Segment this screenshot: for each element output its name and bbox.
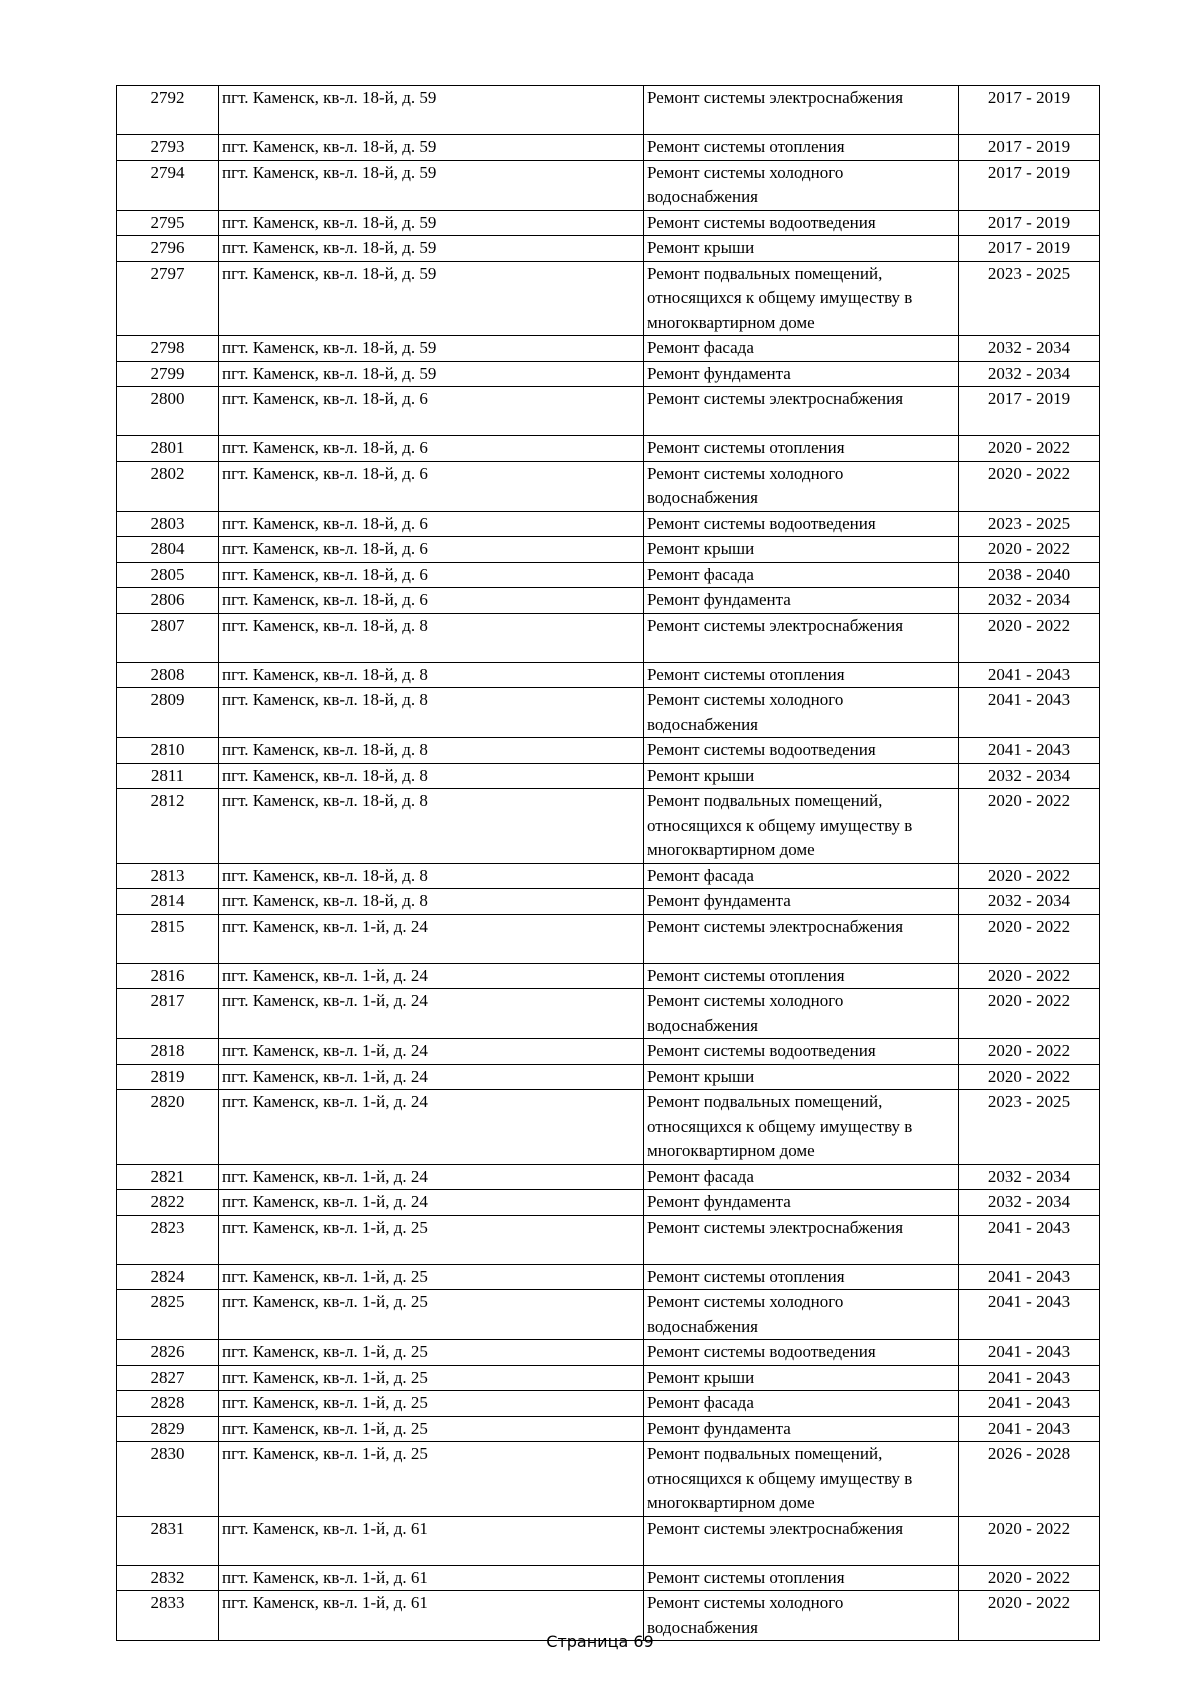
row-number: 2809 (117, 688, 219, 738)
row-work-type: Ремонт системы водоотведения (644, 1340, 959, 1366)
row-work-type: Ремонт системы холодного водоснабжения (644, 1591, 959, 1641)
row-number: 2820 (117, 1090, 219, 1165)
row-period: 2032 - 2034 (959, 889, 1100, 915)
row-address: пгт. Каменск, кв-л. 1-й, д. 25 (219, 1365, 644, 1391)
row-number: 2804 (117, 537, 219, 563)
table-row (117, 1190, 1100, 1216)
row-work-type: Ремонт системы отопления (644, 436, 959, 462)
row-address: пгт. Каменск, кв-л. 1-й, д. 24 (219, 989, 644, 1039)
row-number: 2816 (117, 963, 219, 989)
row-number: 2832 (117, 1565, 219, 1591)
row-period: 2023 - 2025 (959, 261, 1100, 336)
row-work-type: Ремонт фасада (644, 863, 959, 889)
row-work-type: Ремонт системы холодного водоснабжения (644, 160, 959, 210)
row-period: 2041 - 2043 (959, 1365, 1100, 1391)
row-period: 2020 - 2022 (959, 1064, 1100, 1090)
row-number: 2792 (117, 86, 219, 135)
table-row (117, 336, 1100, 362)
row-work-type: Ремонт фундамента (644, 588, 959, 614)
row-work-type: Ремонт фасада (644, 336, 959, 362)
table-row (117, 1064, 1100, 1090)
table-row (117, 461, 1100, 511)
table-row (117, 160, 1100, 210)
row-address: пгт. Каменск, кв-л. 1-й, д. 24 (219, 1064, 644, 1090)
row-address: пгт. Каменск, кв-л. 1-й, д. 24 (219, 963, 644, 989)
row-period: 2020 - 2022 (959, 613, 1100, 662)
row-period: 2020 - 2022 (959, 436, 1100, 462)
row-address: пгт. Каменск, кв-л. 18-й, д. 6 (219, 537, 644, 563)
table-row (117, 1215, 1100, 1264)
row-number: 2814 (117, 889, 219, 915)
row-work-type: Ремонт системы электроснабжения (644, 86, 959, 135)
row-period: 2032 - 2034 (959, 763, 1100, 789)
row-period: 2041 - 2043 (959, 688, 1100, 738)
table-row (117, 738, 1100, 764)
row-work-type: Ремонт крыши (644, 1365, 959, 1391)
row-address: пгт. Каменск, кв-л. 1-й, д. 24 (219, 1164, 644, 1190)
table-row (117, 914, 1100, 963)
row-number: 2833 (117, 1591, 219, 1641)
row-work-type: Ремонт крыши (644, 236, 959, 262)
row-address: пгт. Каменск, кв-л. 18-й, д. 59 (219, 236, 644, 262)
row-period: 2020 - 2022 (959, 1565, 1100, 1591)
row-address: пгт. Каменск, кв-л. 18-й, д. 8 (219, 763, 644, 789)
row-number: 2793 (117, 135, 219, 161)
row-work-type: Ремонт фундамента (644, 1190, 959, 1216)
row-number: 2799 (117, 361, 219, 387)
table-row (117, 210, 1100, 236)
row-address: пгт. Каменск, кв-л. 18-й, д. 59 (219, 361, 644, 387)
row-number: 2806 (117, 588, 219, 614)
row-work-type: Ремонт крыши (644, 1064, 959, 1090)
row-period: 2041 - 2043 (959, 1416, 1100, 1442)
table-row (117, 613, 1100, 662)
row-period: 2020 - 2022 (959, 1039, 1100, 1065)
row-work-type: Ремонт системы водоотведения (644, 1039, 959, 1065)
row-number: 2802 (117, 461, 219, 511)
row-address: пгт. Каменск, кв-л. 18-й, д. 8 (219, 789, 644, 864)
table-row (117, 688, 1100, 738)
row-number: 2805 (117, 562, 219, 588)
table-row (117, 1090, 1100, 1165)
row-work-type: Ремонт системы отопления (644, 1264, 959, 1290)
row-address: пгт. Каменск, кв-л. 1-й, д. 25 (219, 1340, 644, 1366)
row-address: пгт. Каменск, кв-л. 1-й, д. 25 (219, 1215, 644, 1264)
row-work-type: Ремонт крыши (644, 763, 959, 789)
row-work-type: Ремонт системы отопления (644, 963, 959, 989)
table-row (117, 989, 1100, 1039)
row-work-type: Ремонт системы электроснабжения (644, 914, 959, 963)
table-row (117, 789, 1100, 864)
row-address: пгт. Каменск, кв-л. 18-й, д. 59 (219, 86, 644, 135)
row-number: 2798 (117, 336, 219, 362)
row-number: 2796 (117, 236, 219, 262)
row-address: пгт. Каменск, кв-л. 18-й, д. 59 (219, 210, 644, 236)
row-period: 2041 - 2043 (959, 1290, 1100, 1340)
table-row (117, 387, 1100, 436)
row-period: 2020 - 2022 (959, 989, 1100, 1039)
row-period: 2041 - 2043 (959, 1215, 1100, 1264)
row-number: 2794 (117, 160, 219, 210)
row-period: 2032 - 2034 (959, 361, 1100, 387)
row-period: 2032 - 2034 (959, 1164, 1100, 1190)
row-address: пгт. Каменск, кв-л. 1-й, д. 24 (219, 914, 644, 963)
row-number: 2811 (117, 763, 219, 789)
table-row (117, 1416, 1100, 1442)
row-work-type: Ремонт фасада (644, 1391, 959, 1417)
row-number: 2824 (117, 1264, 219, 1290)
row-work-type: Ремонт системы холодного водоснабжения (644, 688, 959, 738)
row-period: 2020 - 2022 (959, 1591, 1100, 1641)
row-period: 2041 - 2043 (959, 662, 1100, 688)
row-work-type: Ремонт системы электроснабжения (644, 613, 959, 662)
row-period: 2020 - 2022 (959, 537, 1100, 563)
table-row (117, 863, 1100, 889)
row-work-type: Ремонт фасада (644, 1164, 959, 1190)
row-address: пгт. Каменск, кв-л. 18-й, д. 59 (219, 261, 644, 336)
row-number: 2803 (117, 511, 219, 537)
row-address: пгт. Каменск, кв-л. 18-й, д. 8 (219, 889, 644, 915)
row-period: 2020 - 2022 (959, 789, 1100, 864)
row-address: пгт. Каменск, кв-л. 18-й, д. 8 (219, 738, 644, 764)
table-row (117, 1164, 1100, 1190)
row-address: пгт. Каменск, кв-л. 1-й, д. 25 (219, 1416, 644, 1442)
table-row (117, 1565, 1100, 1591)
row-period: 2041 - 2043 (959, 1340, 1100, 1366)
row-work-type: Ремонт системы электроснабжения (644, 1215, 959, 1264)
row-address: пгт. Каменск, кв-л. 1-й, д. 25 (219, 1290, 644, 1340)
row-address: пгт. Каменск, кв-л. 18-й, д. 59 (219, 336, 644, 362)
table-row (117, 135, 1100, 161)
row-period: 2017 - 2019 (959, 236, 1100, 262)
row-number: 2813 (117, 863, 219, 889)
row-work-type: Ремонт системы водоотведения (644, 210, 959, 236)
row-number: 2829 (117, 1416, 219, 1442)
table-row (117, 436, 1100, 462)
row-address: пгт. Каменск, кв-л. 18-й, д. 8 (219, 863, 644, 889)
row-work-type: Ремонт системы холодного водоснабжения (644, 461, 959, 511)
table-row (117, 537, 1100, 563)
row-number: 2801 (117, 436, 219, 462)
table-row (117, 662, 1100, 688)
row-number: 2821 (117, 1164, 219, 1190)
row-address: пгт. Каменск, кв-л. 18-й, д. 6 (219, 588, 644, 614)
row-work-type: Ремонт подвальных помещений, относящихся к общему имуществу в многоквартирном доме (644, 1090, 959, 1165)
row-number: 2815 (117, 914, 219, 963)
table-row (117, 1442, 1100, 1517)
table-row (117, 261, 1100, 336)
row-number: 2808 (117, 662, 219, 688)
row-work-type: Ремонт подвальных помещений, относящихся к общему имуществу в многоквартирном доме (644, 789, 959, 864)
row-number: 2822 (117, 1190, 219, 1216)
row-period: 2032 - 2034 (959, 1190, 1100, 1216)
table-row (117, 86, 1100, 135)
row-work-type: Ремонт системы отопления (644, 662, 959, 688)
row-work-type: Ремонт системы отопления (644, 1565, 959, 1591)
row-work-type: Ремонт фундамента (644, 889, 959, 915)
row-period: 2020 - 2022 (959, 963, 1100, 989)
row-address: пгт. Каменск, кв-л. 18-й, д. 59 (219, 135, 644, 161)
row-address: пгт. Каменск, кв-л. 18-й, д. 6 (219, 461, 644, 511)
table-row (117, 562, 1100, 588)
row-work-type: Ремонт подвальных помещений, относящихся к общему имуществу в многоквартирном доме (644, 261, 959, 336)
row-address: пгт. Каменск, кв-л. 1-й, д. 24 (219, 1090, 644, 1165)
row-number: 2819 (117, 1064, 219, 1090)
row-address: пгт. Каменск, кв-л. 1-й, д. 61 (219, 1565, 644, 1591)
row-number: 2810 (117, 738, 219, 764)
table-row (117, 963, 1100, 989)
row-period: 2032 - 2034 (959, 588, 1100, 614)
row-period: 2023 - 2025 (959, 1090, 1100, 1165)
row-number: 2800 (117, 387, 219, 436)
table-row (117, 511, 1100, 537)
row-number: 2818 (117, 1039, 219, 1065)
row-number: 2827 (117, 1365, 219, 1391)
row-period: 2020 - 2022 (959, 1516, 1100, 1565)
table-row (117, 1264, 1100, 1290)
row-work-type: Ремонт системы электроснабжения (644, 1516, 959, 1565)
row-address: пгт. Каменск, кв-л. 18-й, д. 6 (219, 562, 644, 588)
row-period: 2020 - 2022 (959, 914, 1100, 963)
table-row (117, 236, 1100, 262)
row-period: 2017 - 2019 (959, 86, 1100, 135)
row-work-type: Ремонт подвальных помещений, относящихся к общему имуществу в многоквартирном доме (644, 1442, 959, 1517)
row-work-type: Ремонт системы электроснабжения (644, 387, 959, 436)
row-address: пгт. Каменск, кв-л. 1-й, д. 25 (219, 1391, 644, 1417)
row-address: пгт. Каменск, кв-л. 18-й, д. 8 (219, 613, 644, 662)
table-row (117, 1365, 1100, 1391)
row-work-type: Ремонт фундамента (644, 361, 959, 387)
row-period: 2032 - 2034 (959, 336, 1100, 362)
row-number: 2831 (117, 1516, 219, 1565)
row-number: 2828 (117, 1391, 219, 1417)
table-row (117, 1340, 1100, 1366)
row-period: 2017 - 2019 (959, 210, 1100, 236)
row-address: пгт. Каменск, кв-л. 18-й, д. 59 (219, 160, 644, 210)
row-number: 2823 (117, 1215, 219, 1264)
row-number: 2830 (117, 1442, 219, 1517)
table-row (117, 1516, 1100, 1565)
row-work-type: Ремонт системы холодного водоснабжения (644, 1290, 959, 1340)
table-row (117, 1039, 1100, 1065)
row-period: 2017 - 2019 (959, 160, 1100, 210)
row-period: 2041 - 2043 (959, 1264, 1100, 1290)
row-period: 2017 - 2019 (959, 135, 1100, 161)
row-period: 2020 - 2022 (959, 461, 1100, 511)
row-number: 2826 (117, 1340, 219, 1366)
row-period: 2026 - 2028 (959, 1442, 1100, 1517)
table-row (117, 763, 1100, 789)
table-row (117, 1391, 1100, 1417)
row-number: 2807 (117, 613, 219, 662)
row-address: пгт. Каменск, кв-л. 18-й, д. 6 (219, 387, 644, 436)
row-address: пгт. Каменск, кв-л. 18-й, д. 8 (219, 688, 644, 738)
table-row (117, 588, 1100, 614)
row-number: 2825 (117, 1290, 219, 1340)
row-period: 2017 - 2019 (959, 387, 1100, 436)
row-address: пгт. Каменск, кв-л. 18-й, д. 8 (219, 662, 644, 688)
row-work-type: Ремонт системы отопления (644, 135, 959, 161)
row-address: пгт. Каменск, кв-л. 1-й, д. 61 (219, 1516, 644, 1565)
table-row (117, 361, 1100, 387)
row-number: 2797 (117, 261, 219, 336)
row-number: 2812 (117, 789, 219, 864)
row-address: пгт. Каменск, кв-л. 1-й, д. 25 (219, 1442, 644, 1517)
row-work-type: Ремонт крыши (644, 537, 959, 563)
table-row (117, 889, 1100, 915)
row-period: 2041 - 2043 (959, 1391, 1100, 1417)
row-work-type: Ремонт системы водоотведения (644, 738, 959, 764)
row-address: пгт. Каменск, кв-л. 1-й, д. 24 (219, 1039, 644, 1065)
row-number: 2817 (117, 989, 219, 1039)
row-address: пгт. Каменск, кв-л. 18-й, д. 6 (219, 436, 644, 462)
row-period: 2020 - 2022 (959, 863, 1100, 889)
row-period: 2041 - 2043 (959, 738, 1100, 764)
repair-schedule-table (116, 85, 1100, 1641)
page-number: Страница 69 (546, 1632, 654, 1651)
row-address: пгт. Каменск, кв-л. 1-й, д. 25 (219, 1264, 644, 1290)
table-body (117, 86, 1100, 1641)
row-work-type: Ремонт системы водоотведения (644, 511, 959, 537)
row-number: 2795 (117, 210, 219, 236)
row-period: 2038 - 2040 (959, 562, 1100, 588)
row-work-type: Ремонт фасада (644, 562, 959, 588)
table-row (117, 1290, 1100, 1340)
row-address: пгт. Каменск, кв-л. 1-й, д. 24 (219, 1190, 644, 1216)
row-address: пгт. Каменск, кв-л. 18-й, д. 6 (219, 511, 644, 537)
row-period: 2023 - 2025 (959, 511, 1100, 537)
row-address: пгт. Каменск, кв-л. 1-й, д. 61 (219, 1591, 644, 1641)
row-work-type: Ремонт фундамента (644, 1416, 959, 1442)
row-work-type: Ремонт системы холодного водоснабжения (644, 989, 959, 1039)
